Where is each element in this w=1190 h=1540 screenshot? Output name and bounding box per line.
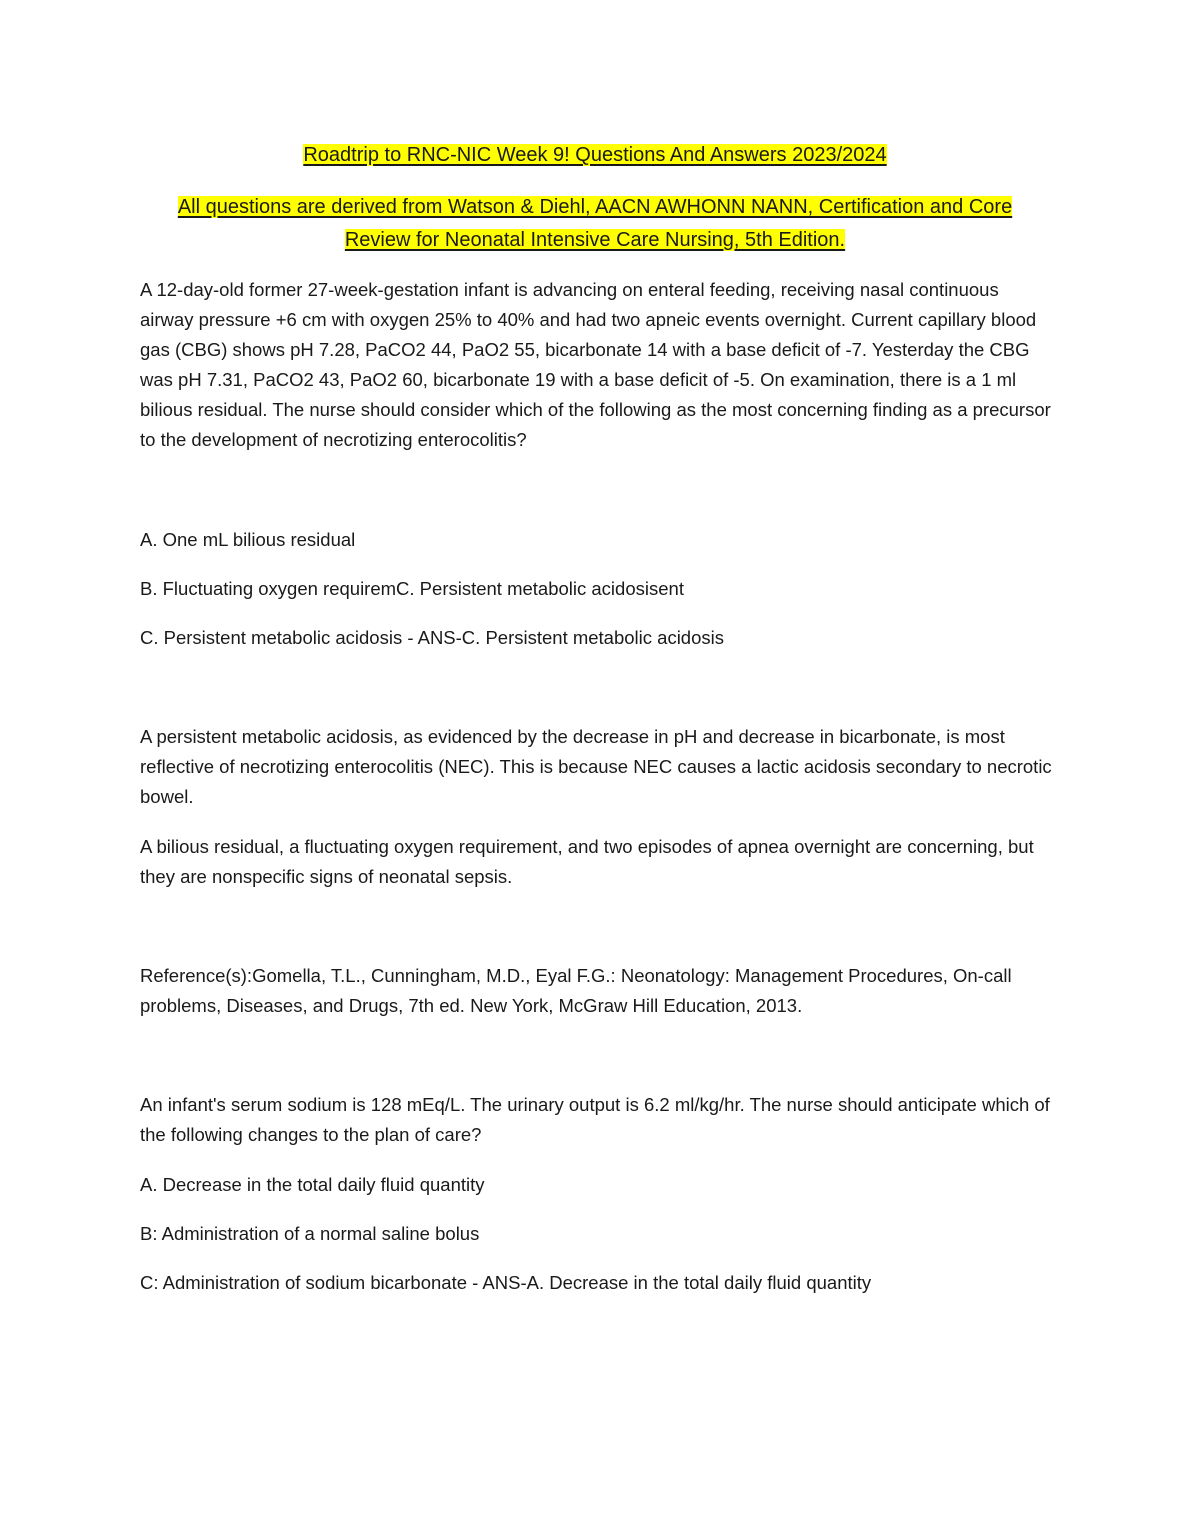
source-line-1: All questions are derived from Watson & Diehl, AACN AWHONN NANN, Certification and Core: [177, 196, 1013, 218]
title-text: Roadtrip to RNC-NIC Week 9! Questions And Answers 2023/2024: [303, 144, 887, 166]
question-1-rationale-1: A persistent metabolic acidosis, as evidenced by the decrease in pH and decrease in bicarbonate, is most reflective of necrotizing enterocolitis (NEC). This is because NEC causes a lactic acidosis secondary to necrotic bowel.: [140, 726, 1052, 807]
question-1-reference: Reference(s):Gomella, T.L., Cunningham, M.D., Eyal F.G.: Neonatology: Management Procedures, On-call problems, Diseases, and Drugs, 7th ed. New York, McGraw Hill Education, 2013.: [140, 965, 1012, 1016]
question-2-option-a: A. Decrease in the total daily fluid quantity: [140, 1174, 485, 1195]
question-1-option-c: C. Persistent metabolic acidosis - ANS-C. Persistent metabolic acidosis: [140, 627, 724, 648]
question-2-option-b: B: Administration of a normal saline bolus: [140, 1223, 480, 1244]
question-1-stem: A 12-day-old former 27-week-gestation infant is advancing on enteral feeding, receiving nasal continuous airway pressure +6 cm with oxygen 25% to 40% and had two apneic events overnight. Current capillary blood gas (CBG) shows pH 7.28, PaCO2 44, PaO2 55, bicarbonate 14 with a base deficit of -7. Yesterday the CBG was pH 7.31, PaCO2 43, PaO2 60, bicarbonate 19 with a base deficit of -5. On examination, there is a 1 ml bilious residual. The nurse should consider which of the following as the most concerning finding as a precursor to the development of necrotizing enterocolitis?: [140, 279, 1051, 450]
question-1-option-b: B. Fluctuating oxygen requiremC. Persistent metabolic acidosisent: [140, 578, 684, 599]
source-line-2: Review for Neonatal Intensive Care Nursing, 5th Edition.: [344, 229, 846, 251]
question-2-stem: An infant's serum sodium is 128 mEq/L. The urinary output is 6.2 ml/kg/hr. The nurse should anticipate which of the following changes to the plan of care?: [140, 1094, 1050, 1145]
source-note: [140, 191, 1050, 257]
question-1-rationale-2: A bilious residual, a fluctuating oxygen requirement, and two episodes of apnea overnight are concerning, but they are nonspecific signs of neonatal sepsis.: [140, 836, 1034, 887]
question-1-option-a: A. One mL bilious residual: [140, 529, 356, 550]
question-2-option-c: C: Administration of sodium bicarbonate - ANS-A. Decrease in the total daily fluid quantity: [140, 1272, 872, 1293]
document-title: [140, 139, 1050, 172]
